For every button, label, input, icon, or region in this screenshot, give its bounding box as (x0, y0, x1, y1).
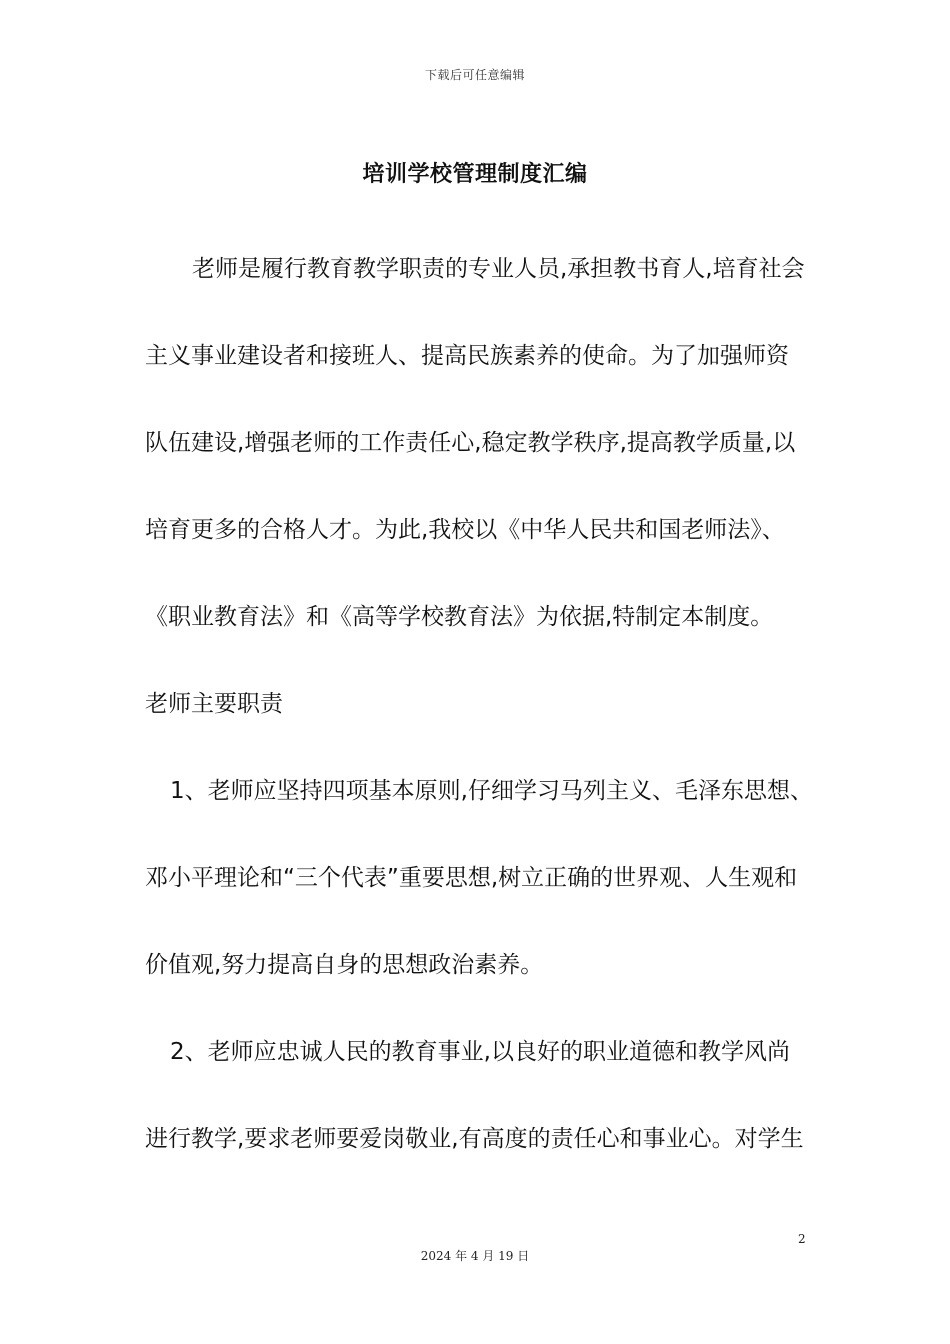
paragraph-line: 主义事业建设者和接班人、提高民族素养的使命。为了加强师资 (145, 343, 789, 369)
list-item-line: 价值观,努力提高自身的思想政治素养。 (145, 952, 544, 978)
header-note: 下载后可任意编辑 (424, 68, 525, 82)
list-item-line: 2、老师应忠诚人民的教育事业,以良好的职业道德和教学风尚 (170, 1039, 790, 1065)
footer-date: 2024 年 4 月 19 日 (420, 1249, 530, 1263)
list-item-line: 1、老师应坚持四项基本原则,仔细学习马列主义、毛泽东思想、 (170, 778, 813, 804)
list-item-line: 进行教学,要求老师要爱岗敬业,有高度的责任心和事业心。对学生 (145, 1126, 804, 1152)
document-title: 培训学校管理制度汇编 (362, 162, 588, 187)
paragraph-line: 培育更多的合格人才。为此,我校以《中华人民共和国老师法》、 (145, 517, 785, 543)
paragraph-line: 老师是履行教育教学职责的专业人员,承担教书育人,培育社会 (192, 256, 805, 282)
paragraph-line: 队伍建设,增强老师的工作责任心,稳定教学秩序,提高教学质量,以 (145, 430, 796, 456)
section-heading: 老师主要职责 (145, 691, 283, 717)
list-item-line: 邓小平理论和“三个代表”重要思想,树立正确的世界观、人生观和 (145, 865, 798, 891)
paragraph-line: 《职业教育法》和《高等学校教育法》为依据,特制定本制度。 (145, 604, 774, 630)
page-number: 2 (798, 1232, 806, 1246)
